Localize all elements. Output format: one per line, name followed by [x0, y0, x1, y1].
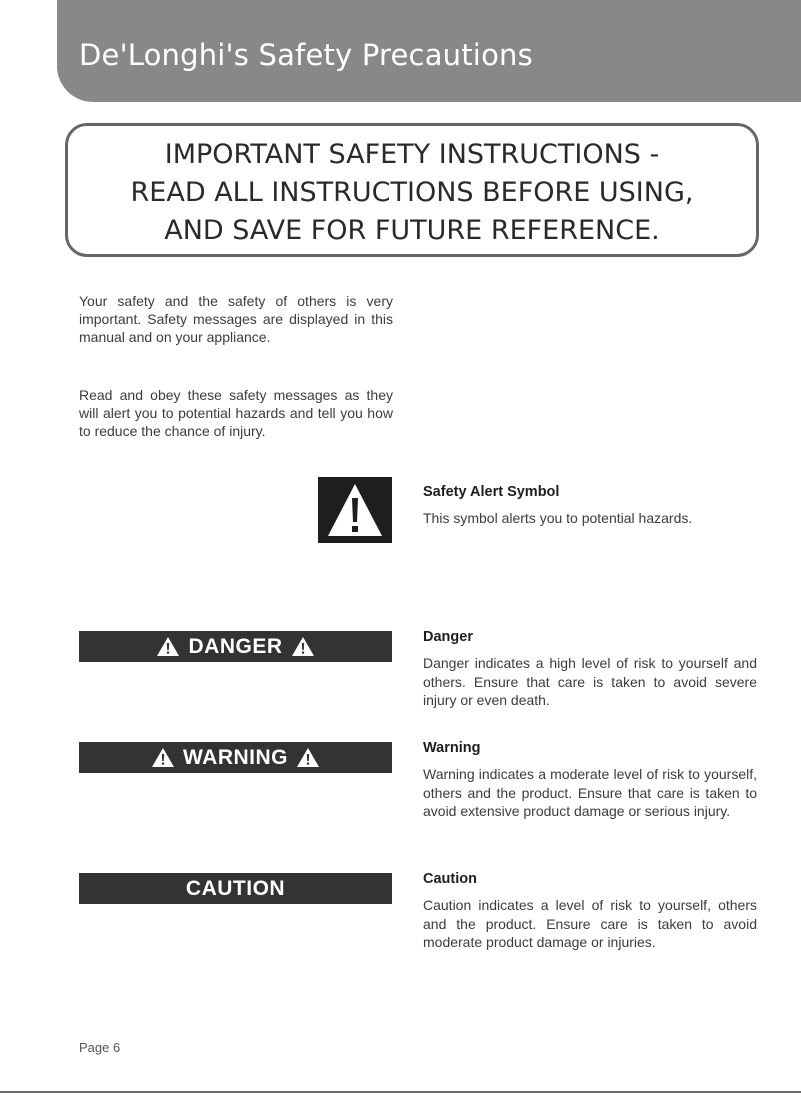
caution-banner	[79, 873, 392, 904]
danger-banner	[79, 631, 392, 662]
warning-triangle-icon	[296, 747, 320, 768]
notice-line: READ ALL INSTRUCTIONS BEFORE USING,	[130, 177, 694, 208]
page-title: De'Longhi's Safety Precautions	[79, 38, 533, 72]
safety-alert-symbol	[318, 477, 392, 543]
warning-triangle-icon	[291, 636, 315, 657]
notice-line: IMPORTANT SAFETY INSTRUCTIONS -	[164, 139, 660, 170]
page-header	[57, 0, 801, 102]
warning-triangle-icon	[151, 747, 175, 768]
warning-description: Warning indicates a moderate level of risk to yourself, others and the product. Ensure that care is taken to avoid extensive product damage or serious injury.	[423, 766, 757, 819]
intro-paragraph: Your safety and the safety of others is very important. Safety messages are displayed in this manual and on your appliance.	[79, 293, 393, 345]
page-number: Page 6	[79, 1040, 121, 1055]
caution-banner-label: CAUTION	[185, 876, 286, 900]
safety-alert-description: This symbol alerts you to potential hazards.	[423, 510, 693, 526]
danger-banner-label: DANGER	[188, 634, 283, 658]
important-notice-box	[65, 123, 759, 257]
danger-description: Danger indicates a high level of risk to yourself and others. Ensure that care is taken to avoid severe injury or even death.	[423, 655, 757, 708]
caution-title: Caution	[423, 871, 477, 887]
safety-alert-title: Safety Alert Symbol	[423, 484, 560, 500]
warning-title: Warning	[423, 740, 481, 756]
bottom-divider	[0, 1091, 801, 1093]
warning-triangle-icon	[156, 636, 180, 657]
danger-title: Danger	[423, 629, 473, 645]
warning-banner-label: WARNING	[183, 745, 288, 769]
notice-line: AND SAVE FOR FUTURE REFERENCE.	[164, 215, 660, 246]
intro-paragraph: Read and obey these safety messages as they will alert you to potential hazards and tell you how to reduce the chance of injury.	[79, 387, 393, 439]
warning-banner	[79, 742, 392, 773]
warning-triangle-icon	[318, 477, 392, 543]
caution-description: Caution indicates a level of risk to yourself, others and the product. Ensure care is taken to avoid moderate product damage or injuries.	[423, 897, 757, 950]
